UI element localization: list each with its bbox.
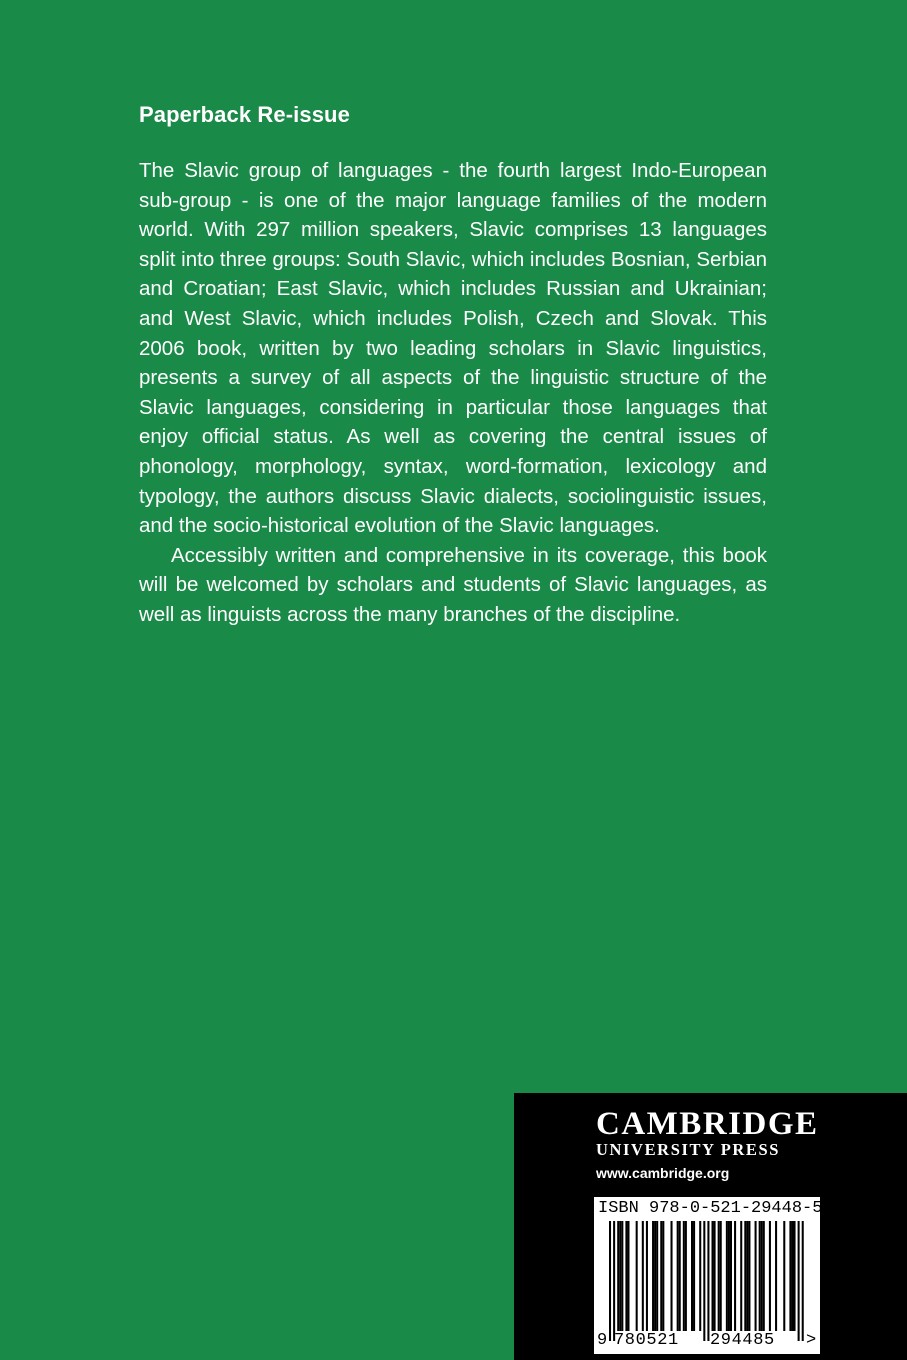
- barcode-bar: [636, 1221, 638, 1331]
- barcode-bar: [775, 1221, 777, 1331]
- barcode-bar: [699, 1221, 701, 1331]
- barcode-bar: [734, 1221, 736, 1331]
- reissue-heading: Paperback Re-issue: [139, 102, 350, 127]
- publisher-block: [514, 1093, 907, 1360]
- barcode-bar: [707, 1221, 709, 1341]
- barcode-bar: [783, 1221, 785, 1331]
- barcode-bar: [609, 1221, 611, 1341]
- barcode-bar: [769, 1221, 771, 1331]
- barcode-bar: [720, 1221, 722, 1331]
- barcode-bar: [693, 1221, 695, 1331]
- publisher-name: CAMBRIDGE: [596, 1106, 819, 1142]
- isbn-label: ISBN 978-0-521-29448-5: [598, 1199, 823, 1218]
- barcode-bar: [683, 1221, 685, 1331]
- barcode-bar: [712, 1221, 714, 1331]
- barcode-bar: [627, 1221, 629, 1331]
- barcode-bar: [794, 1221, 796, 1331]
- barcode-bar: [791, 1221, 793, 1331]
- barcode-end-mark: >: [806, 1331, 817, 1350]
- barcode-bar: [759, 1221, 761, 1331]
- barcode-bar: [660, 1221, 662, 1331]
- description-paragraph-1: The Slavic group of languages - the fourth largest Indo-European sub-group - is one of the major language families of the modern world. With 297 million speakers, Slavic comprises 13 languages split into three groups: South Slavic, which includes Bosnian, Serbian and Croatian; East Slavic, which includes Russian and Ukrainian; and West Slavic, which includes Polish, Czech and Slovak. This 2006 book, written by two leading scholars in Slavic linguistics, presents a survey of all aspects of the linguistic structure of the Slavic languages, considering in particular those languages that enjoy official status. As well as covering the central issues of phonology, morphology, syntax, word-formation, lexicology and typology, the authors discuss Slavic dialects, sociolinguistic issues, and the socio-historical evolution of the Slavic languages.: [139, 159, 767, 538]
- barcode-bar: [642, 1221, 644, 1331]
- barcode-bar: [802, 1221, 804, 1341]
- barcode-bar: [671, 1221, 673, 1331]
- barcode-bar: [755, 1221, 757, 1331]
- description-paragraph-2: Accessibly written and comprehensive in its coverage, this book will be welcomed by scholars and students of Slavic languages, as well as linguists across the many branches of the discipline.: [139, 543, 767, 626]
- barcode-left-digits: 780521: [614, 1331, 679, 1350]
- barcode-bar: [718, 1221, 720, 1331]
- publisher-subname: UNIVERSITY PRESS: [596, 1140, 781, 1159]
- barcode-bar: [677, 1221, 679, 1331]
- barcode-lead-digit: 9: [597, 1331, 608, 1350]
- barcode-bar: [652, 1221, 654, 1331]
- barcode-bar: [656, 1221, 658, 1331]
- book-description: [139, 156, 767, 630]
- barcode-bar: [703, 1221, 705, 1341]
- barcode-bar: [685, 1221, 687, 1331]
- barcode-bar: [761, 1221, 763, 1331]
- barcode-bar: [730, 1221, 732, 1331]
- barcode-bar: [691, 1221, 693, 1331]
- barcode-bar: [746, 1221, 748, 1331]
- isbn-barcode: [594, 1197, 823, 1354]
- barcode-bar: [763, 1221, 765, 1331]
- barcode-bar: [621, 1221, 623, 1331]
- barcode-bar: [728, 1221, 730, 1331]
- barcode-bar: [619, 1221, 621, 1331]
- barcode-bar: [798, 1221, 800, 1341]
- barcode-bar: [789, 1221, 791, 1331]
- barcode-bar: [679, 1221, 681, 1331]
- barcode-bar: [625, 1221, 627, 1331]
- barcode-bar: [646, 1221, 648, 1331]
- barcode-bar: [744, 1221, 746, 1331]
- barcode-bar: [654, 1221, 656, 1331]
- barcode-bar: [613, 1221, 615, 1341]
- barcode-bar: [748, 1221, 750, 1331]
- barcode-right-digits: 294485: [710, 1331, 775, 1350]
- barcode-bar: [662, 1221, 664, 1331]
- barcode-bar: [617, 1221, 619, 1331]
- publisher-url[interactable]: www.cambridge.org: [596, 1165, 730, 1181]
- barcode-bar: [726, 1221, 728, 1331]
- barcode-bar: [714, 1221, 716, 1331]
- barcode-bar: [740, 1221, 742, 1331]
